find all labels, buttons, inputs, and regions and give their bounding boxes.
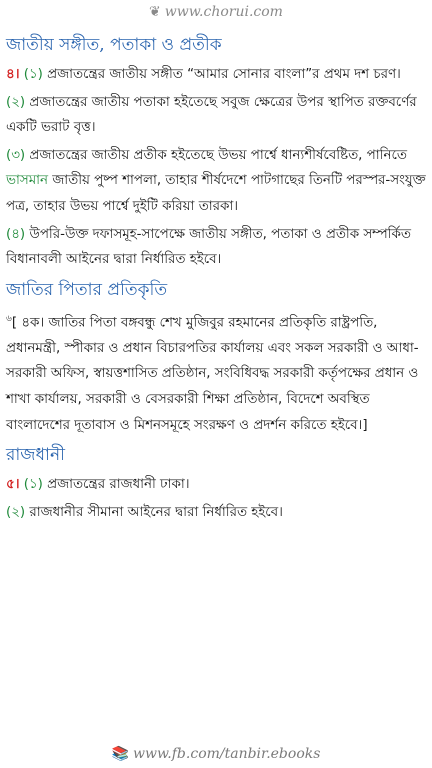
clause-text: উপরি-উক্ত দফাসমূহ-সাপেক্ষে জাতীয় সঙ্গীত, পতাকা ও প্রতীক সম্পর্কিত বিধানাবলী আইনের দ্বারা নির্ধারিত হইবে।: [6, 226, 411, 268]
article-4-4: [6, 222, 428, 273]
clause-number: (৩): [6, 147, 26, 163]
footnote-mark: ৬: [6, 313, 12, 324]
clause-text: প্রজাতন্ত্রের জাতীয় সঙ্গীত “আমার সোনার বাংলা”র প্রথম দশ চরণ।: [42, 67, 401, 82]
article-4k-text: [ ৪ক। জাতির পিতা বঙ্গবন্ধু শেখ মুজিবুর রহমানের প্রতিকৃতি রাষ্ট্রপতি, প্রধানমন্ত্রী, স্পীকার ও প্রধান বিচারপতির কার্যালয় এবং সকল সরকারী ও আধা-সরকারী অফিস, স্বায়ত্তশাসিত প্রতিষ্ঠান, সংবিধিবদ্ধ সরকারী কর্তৃপক্ষের প্রধান ও শাখা কার্যালয়, সরকারী ও বেসরকারী শিক্ষা প্রতিষ্ঠান, বিদেশে অবস্থিত বাংলাদেশের দূতাবাস ও মিশনসমূহে সংরক্ষণ ও প্রদর্শন করিতে হইবে।]: [6, 315, 419, 433]
article-5-1: [6, 472, 428, 498]
clause-text-a: প্রজাতন্ত্রের জাতীয় প্রতীক হইতেছে উভয় পার্শ্বে ধান্যশীর্ষবেষ্টিত, পানিতে: [25, 147, 407, 163]
article-4-1: [6, 62, 428, 88]
clause-text-b: জাতীয় পুষ্প শাপলা, তাহার শীর্ষদেশে পাটগাছের তিনটি পরস্পর-সংযুক্ত পত্র, তাহার উভয় পার্শ্বে দুইটি করিয়া তারকা।: [6, 173, 426, 214]
watermark-top-text: www.chorui.com: [164, 4, 283, 20]
article-4-2: [6, 90, 428, 141]
leaf-icon: ❦: [149, 4, 161, 20]
clause-text: রাজধানীর সীমানা আইনের দ্বারা নির্ধারিত হইবে।: [25, 504, 283, 520]
article-5-number: ৫।: [6, 477, 20, 493]
heading-national-symbols: জাতীয় সঙ্গীত, পতাকা ও প্রতীক: [6, 35, 222, 55]
document-body: [6, 28, 428, 527]
clause-text: প্রজাতন্ত্রের রাজধানী ঢাকা।: [42, 477, 190, 493]
clause-number: (৪): [6, 226, 26, 242]
clause-number: (২): [6, 504, 26, 520]
clause-number: (১): [23, 477, 43, 493]
clause-number: (২): [6, 94, 26, 110]
article-4k: [6, 307, 428, 438]
watermark-top: [0, 4, 432, 20]
clause-text: প্রজাতন্ত্রের জাতীয় পতাকা হইতেছে সবুজ ক্ষেত্রের উপর স্থাপিত রক্তবর্ণের একটি ভরাট বৃত্ত।: [6, 94, 417, 136]
footer-watermark: [0, 746, 432, 762]
highlight-word: ভাসমান: [6, 173, 49, 189]
heading-capital: রাজধানী: [6, 445, 65, 466]
clause-number: (১): [23, 67, 43, 82]
book-icon: 📚: [111, 746, 130, 762]
article-4-number: ৪।: [6, 67, 20, 82]
heading-father-portrait: জাতির পিতার প্রতিকৃতি: [6, 279, 168, 300]
article-5-2: [6, 500, 428, 526]
article-4-3: [6, 143, 428, 220]
footer-text: www.fb.com/tanbir.ebooks: [133, 746, 321, 762]
